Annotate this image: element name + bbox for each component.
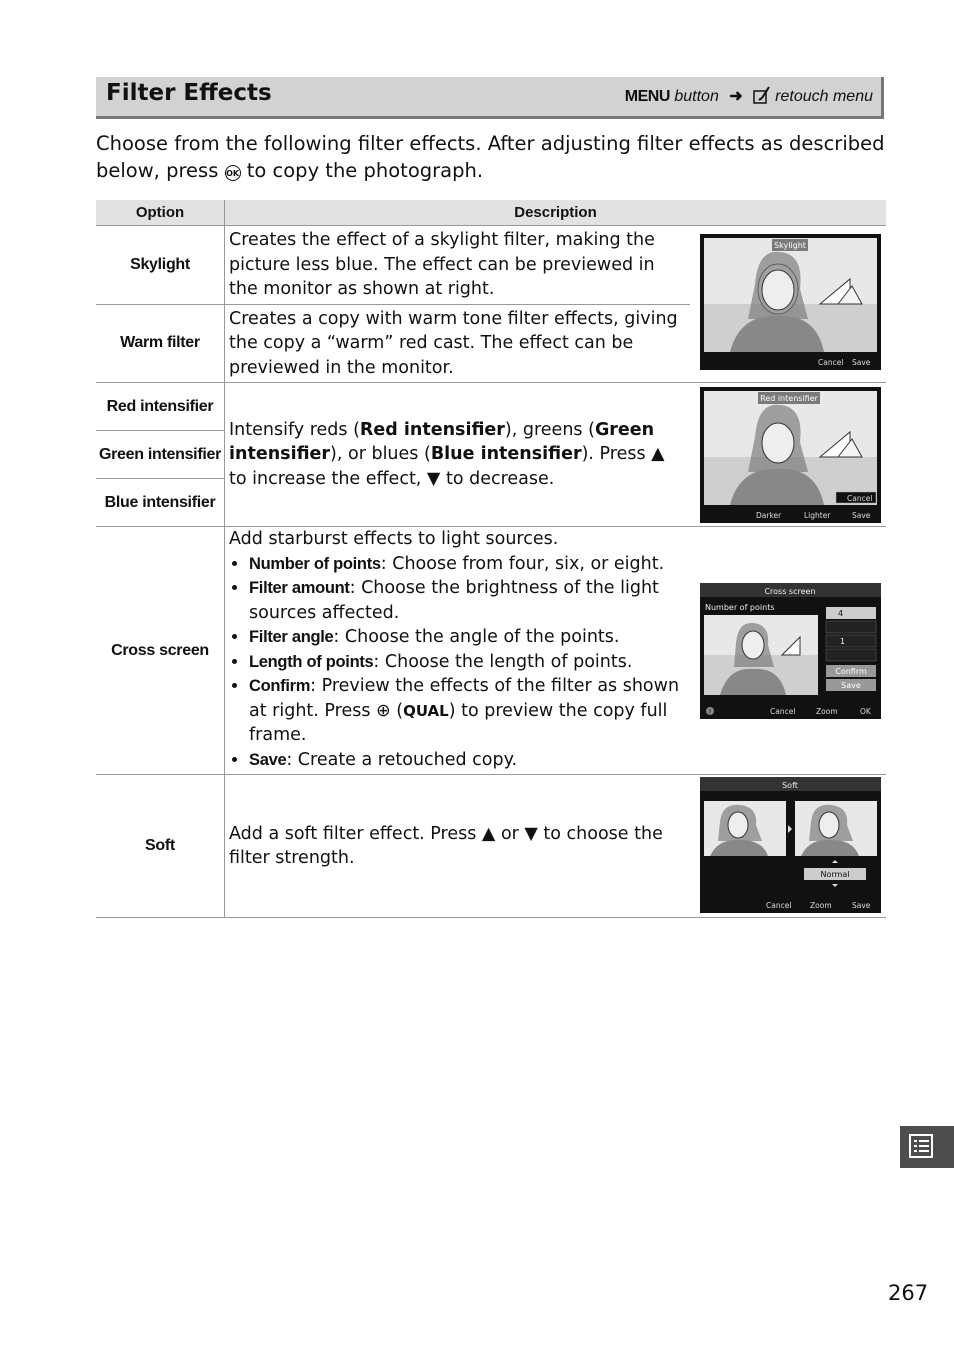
- section-header: [96, 77, 884, 119]
- red-save-label: Save: [852, 511, 871, 520]
- list-item: • Number of points: Choose from four, six, or eight.: [249, 552, 686, 577]
- skylight-screen-label: Skylight: [774, 241, 806, 250]
- cross-screen-title: Cross screen: [764, 586, 816, 596]
- soft-zoom-label: Zoom: [810, 901, 832, 910]
- option-skylight: Skylight: [96, 226, 225, 305]
- table-row: [96, 527, 886, 775]
- option-soft: Soft: [96, 775, 225, 918]
- skylight-screen-cell: [690, 226, 886, 383]
- intro-text-1: Choose from the following filter effects. After adjusting filter effects as described below, press: [96, 132, 885, 182]
- red-intensifier-preview-image: [700, 387, 881, 523]
- list-item: • Confirm: Preview the effects of the filter as shown at right. Press ⊕ (QUAL) to preview the copy full frame.: [249, 674, 686, 748]
- menu-path: [625, 86, 873, 109]
- cross-zoom-label: Zoom: [816, 706, 838, 716]
- option-cross-screen: Cross screen: [96, 527, 225, 775]
- term-blue-intensifier: Blue intensifier: [430, 444, 582, 465]
- red-lighter-label: Lighter: [804, 511, 831, 520]
- soft-preview-image: [700, 777, 881, 913]
- soft-strength-value: Normal: [820, 870, 850, 879]
- list-item: • Filter amount: Choose the brightness of the light sources affected.: [249, 576, 686, 625]
- option-warm-filter: Warm filter: [96, 304, 225, 383]
- red-darker-label: Darker: [756, 511, 782, 520]
- points-value: 4: [838, 608, 844, 618]
- help-icon: ?: [708, 708, 712, 716]
- confirm-option: Confirm: [835, 666, 867, 676]
- desc-skylight: Creates the effect of a skylight filter, making the picture less blue. The effect can be previewed in the monitor as shown at right.: [225, 226, 691, 305]
- table-row: [96, 775, 886, 918]
- cross-options-list: [229, 552, 686, 773]
- button-word: button: [674, 88, 719, 105]
- option-red-intensifier: Red intensifier: [96, 383, 225, 431]
- col-header-option: Option: [96, 200, 225, 226]
- desc-soft: Add a soft filter effect. Press ▲ or ▼ to choose the filter strength.: [225, 775, 691, 918]
- skylight-preview-image: [700, 234, 881, 370]
- cross-screen-subtitle: Number of points: [705, 602, 775, 612]
- desc-cross-screen: [225, 527, 691, 775]
- list-item: • Save: Create a retouched copy.: [249, 748, 686, 773]
- menu-name: retouch menu: [775, 88, 873, 105]
- menu-list-icon: [900, 1126, 954, 1168]
- amount-value: 1: [840, 636, 846, 646]
- soft-save-label: Save: [852, 901, 871, 910]
- cross-intro: Add starburst effects to light sources.: [229, 529, 559, 549]
- section-side-tab[interactable]: [900, 1126, 954, 1168]
- skylight-save-label: Save: [852, 358, 871, 367]
- term-red-intensifier: Red intensifier: [359, 419, 505, 440]
- red-cancel-label: Cancel: [847, 494, 873, 503]
- desc-intensifiers: Intensify reds (Red intensifier), greens (Green intensifier), or blues (Blue intensifier). Press ▲ to increase the effect, ▼ to decrease.: [225, 383, 691, 527]
- table-row: [96, 383, 886, 431]
- menu-word: MENU: [624, 88, 670, 105]
- table-row: [96, 226, 886, 305]
- arrow-icon: ➜: [729, 88, 743, 105]
- col-header-description: Description: [225, 200, 887, 226]
- cross-ok-label: OK: [860, 706, 871, 716]
- skylight-cancel-label: Cancel: [818, 358, 844, 367]
- intro-paragraph: [96, 130, 886, 184]
- red-screen-cell: [690, 383, 886, 527]
- term-green-intensifier: Green intensifier: [229, 419, 655, 465]
- desc-warm-filter: Creates a copy with warm tone filter effects, giving the copy a “warm” red cast. The effect can be previewed in the monitor.: [225, 304, 691, 383]
- zoom-in-icon: ⊕: [376, 700, 391, 721]
- ok-button-icon: OK: [225, 165, 241, 181]
- cross-cancel-label: Cancel: [770, 706, 796, 716]
- qual-button-label: QUAL: [403, 701, 449, 720]
- soft-cancel-label: Cancel: [766, 901, 792, 910]
- save-option: Save: [841, 680, 861, 690]
- filter-effects-table: [96, 200, 886, 918]
- page-title: Filter Effects: [106, 80, 272, 106]
- option-green-intensifier: Green intensifier: [96, 431, 225, 479]
- list-item: • Length of points: Choose the length of points.: [249, 650, 686, 675]
- table-header-row: [96, 200, 886, 226]
- red-screen-label: Red intensifier: [760, 394, 818, 403]
- list-item: • Filter angle: Choose the angle of the points.: [249, 625, 686, 650]
- option-blue-intensifier: Blue intensifier: [96, 479, 225, 527]
- cross-screen-cell: [690, 527, 886, 775]
- cross-screen-preview-image: [700, 583, 881, 719]
- retouch-icon: [753, 86, 771, 109]
- intro-text-2: to copy the photograph.: [240, 159, 484, 182]
- page-number: 267: [888, 1281, 929, 1305]
- soft-screen-cell: [690, 775, 886, 918]
- soft-screen-title: Soft: [782, 781, 798, 790]
